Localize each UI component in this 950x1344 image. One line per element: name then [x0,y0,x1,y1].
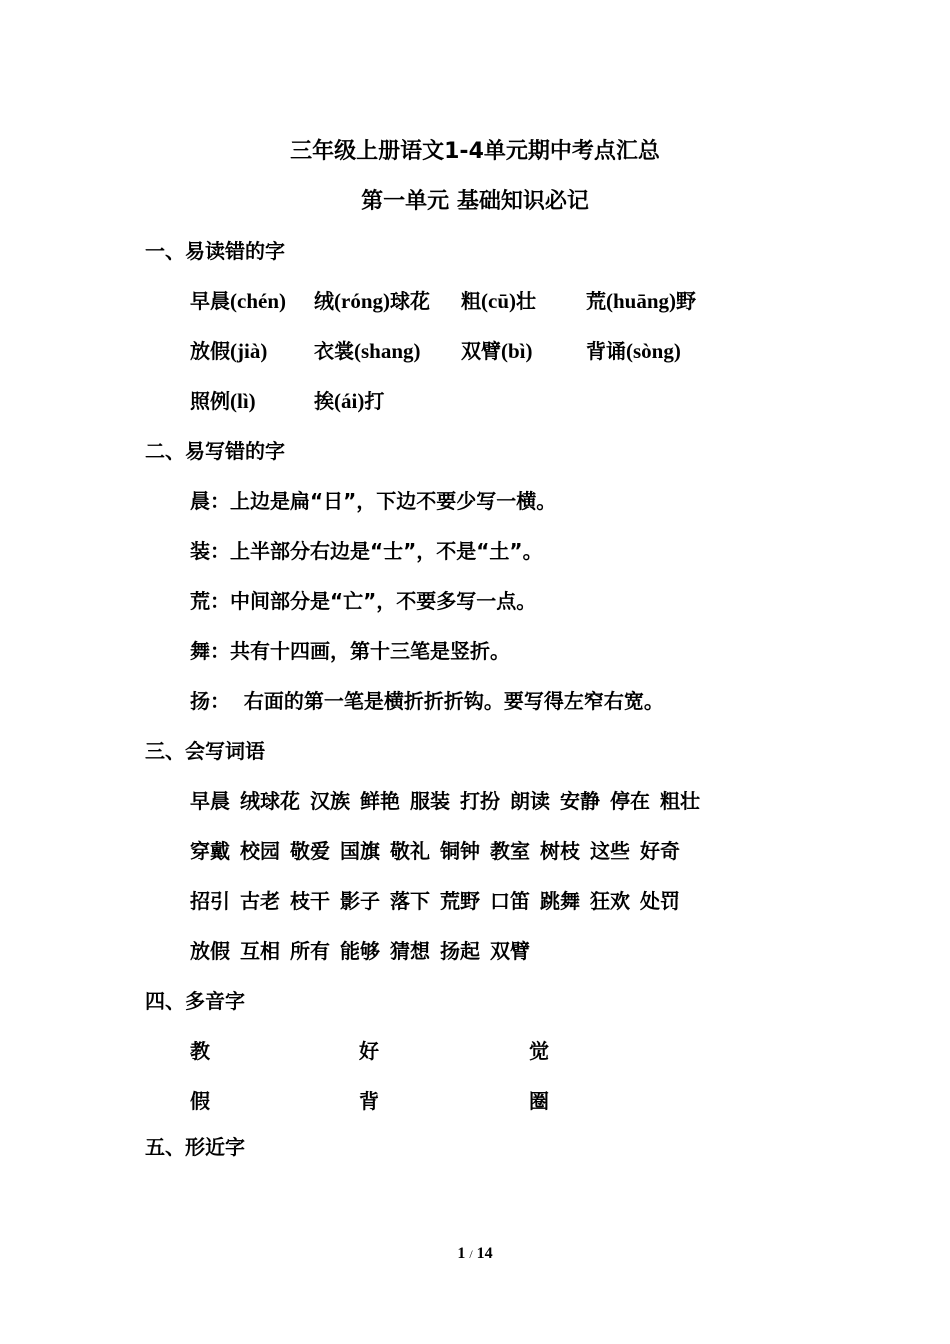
vocab-word: 狂欢 [590,889,630,913]
vocab-word: 这些 [590,839,630,863]
vocab-word: 树枝 [540,839,580,863]
vocab-word: 跳舞 [540,889,580,913]
vocab-word: 汉族 [310,789,350,813]
pinyin-item: 早晨(chén) [190,289,286,313]
page-separator: / [469,1247,473,1261]
unit-subtitle: 第一单元 基础知识必记 [361,189,589,214]
polyphone-char: 圈 [529,1089,549,1113]
pinyin-item: 挨(ái)打 [314,389,385,413]
section-heading-similar-chars: 五、形近字 [145,1135,245,1159]
vocab-word: 安静 [560,789,600,813]
section-heading-miswritten: 二、易写错的字 [145,439,285,463]
pinyin-item: 双臂(bì) [461,339,533,363]
vocab-word: 处罚 [640,889,680,913]
vocab-word: 早晨 [190,789,230,813]
polyphone-char: 觉 [529,1039,549,1063]
vocab-word: 粗壮 [660,789,700,813]
section-heading-polyphones: 四、多音字 [145,989,245,1013]
vocab-word: 停在 [610,789,650,813]
writing-note: 扬： 右面的第一笔是横折折折钩。要写得左窄右宽。 [190,689,664,713]
vocab-row [190,787,710,815]
pinyin-item: 照例(lì) [190,389,256,413]
vocab-word: 所有 [290,939,330,963]
vocab-word: 校园 [240,839,280,863]
vocab-row [190,937,540,965]
pinyin-item: 衣裳(shang) [314,339,421,363]
vocab-word: 互相 [240,939,280,963]
vocab-word: 教室 [490,839,530,863]
vocab-word: 猜想 [390,939,430,963]
polyphone-char: 好 [359,1039,379,1063]
pinyin-item: 绒(róng)球花 [314,289,430,313]
pinyin-item: 放假(jià) [190,339,268,363]
vocab-word: 铜钟 [440,839,480,863]
vocab-word: 朗读 [510,789,550,813]
vocab-word: 鲜艳 [360,789,400,813]
vocab-word: 扬起 [440,939,480,963]
vocab-word: 国旗 [340,839,380,863]
polyphone-char: 假 [190,1089,210,1113]
vocab-word: 枝干 [290,889,330,913]
writing-note: 晨：上边是扁“日”，下边不要少写一横。 [190,489,557,513]
section-heading-vocabulary: 三、会写词语 [145,739,265,763]
vocab-word: 绒球花 [240,789,300,813]
document-title: 三年级上册语文1-4单元期中考点汇总 [290,139,660,164]
pinyin-item: 粗(cū)壮 [461,289,536,313]
writing-note: 荒：中间部分是“亡”，不要多写一点。 [190,589,537,613]
polyphone-char: 背 [359,1089,379,1113]
vocab-word: 打扮 [460,789,500,813]
vocab-word: 服装 [410,789,450,813]
vocab-word: 敬礼 [390,839,430,863]
vocab-word: 口笛 [490,889,530,913]
pinyin-item: 荒(huāng)野 [586,289,697,313]
total-pages: 14 [476,1245,493,1262]
vocab-word: 影子 [340,889,380,913]
vocab-word: 落下 [390,889,430,913]
vocab-word: 好奇 [640,839,680,863]
current-page: 1 [457,1245,466,1262]
vocab-word: 能够 [340,939,380,963]
vocab-word: 穿戴 [190,839,230,863]
vocab-word: 招引 [190,889,230,913]
vocab-row [190,837,690,865]
polyphone-char: 教 [190,1039,210,1063]
writing-note: 舞：共有十四画，第十三笔是竖折。 [190,639,510,663]
writing-note: 装：上半部分右边是“士”，不是“土”。 [190,539,543,563]
pinyin-item: 背诵(sòng) [586,339,681,363]
vocab-word: 荒野 [440,889,480,913]
section-heading-misread: 一、易读错的字 [145,239,285,263]
vocab-word: 敬爱 [290,839,330,863]
vocab-word: 古老 [240,889,280,913]
vocab-row [190,887,690,915]
page-number [0,1242,950,1266]
vocab-word: 双臂 [490,939,530,963]
vocab-word: 放假 [190,939,230,963]
